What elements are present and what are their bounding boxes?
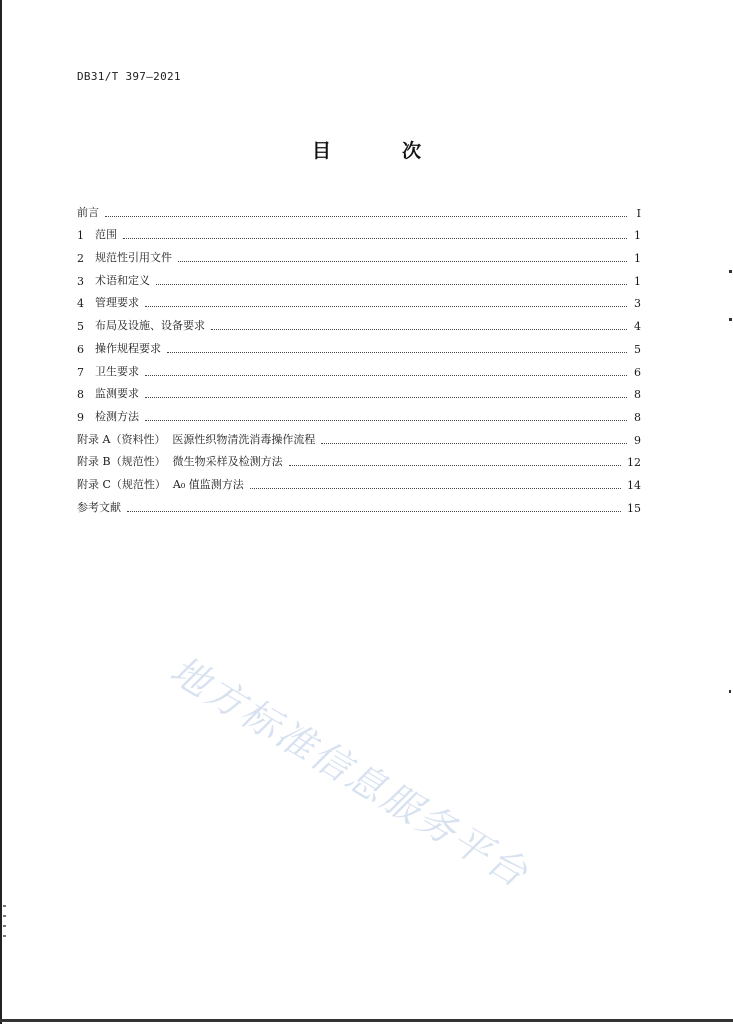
- toc-entry-label: 附录 C（规范性） A₀ 值监测方法: [77, 477, 244, 491]
- toc-leader-dots: [321, 442, 627, 444]
- toc-entry-number: 4: [77, 297, 84, 311]
- toc-entry-scope[interactable]: [77, 220, 641, 243]
- toc-entry-page: 1: [634, 252, 641, 266]
- toc-entry-appendix-c[interactable]: [77, 469, 641, 492]
- toc-entry-page: 6: [634, 365, 641, 379]
- watermark-text: 地方标准信息服务平台: [162, 647, 537, 897]
- scan-tick: [3, 935, 6, 937]
- toc-entry-page: 12: [627, 456, 641, 470]
- toc-entry-page: 8: [634, 410, 641, 424]
- toc-entry-number: 6: [77, 342, 84, 356]
- scan-speck: [729, 270, 732, 273]
- toc-leader-dots: [289, 464, 621, 466]
- table-of-contents: [77, 197, 641, 515]
- standard-code: DB31/T 397—2021: [77, 70, 181, 83]
- toc-entry-page: 1: [634, 274, 641, 288]
- toc-leader-dots: [145, 374, 627, 376]
- toc-entry-number: 1: [77, 229, 84, 243]
- toc-leader-dots: [145, 396, 627, 398]
- toc-entry-number: 5: [77, 320, 84, 334]
- page-bottom-edge: [0, 1019, 733, 1022]
- scan-speck: [729, 318, 732, 321]
- toc-entry-label: 术语和定义: [95, 273, 150, 287]
- toc-entry-number: 8: [77, 388, 84, 402]
- toc-leader-dots: [145, 305, 627, 307]
- toc-entry-label: 范围: [95, 228, 117, 242]
- toc-leader-dots: [123, 237, 627, 239]
- toc-entry-layout-facilities[interactable]: [77, 310, 641, 333]
- toc-leader-dots: [105, 215, 627, 217]
- toc-entry-monitoring[interactable]: [77, 379, 641, 402]
- toc-entry-number: 3: [77, 274, 84, 288]
- toc-entry-page: 5: [634, 342, 641, 356]
- toc-entry-page: Ⅰ: [636, 206, 641, 220]
- toc-entry-appendix-a[interactable]: [77, 424, 641, 447]
- toc-entry-terms[interactable]: [77, 265, 641, 288]
- toc-entry-foreword[interactable]: [77, 197, 641, 220]
- toc-entry-number: 9: [77, 410, 84, 424]
- scan-tick: [3, 925, 6, 927]
- toc-entry-label: 参考文献: [77, 500, 121, 514]
- toc-entry-management[interactable]: [77, 288, 641, 311]
- toc-entry-test-methods[interactable]: [77, 401, 641, 424]
- toc-entry-hygiene[interactable]: [77, 356, 641, 379]
- toc-entry-page: 4: [634, 320, 641, 334]
- toc-entry-label: 附录 A（资料性） 医源性织物清洗消毒操作流程: [77, 432, 316, 446]
- toc-entry-bibliography[interactable]: [77, 492, 641, 515]
- toc-leader-dots: [211, 328, 627, 330]
- toc-leader-dots: [145, 419, 627, 421]
- toc-entry-appendix-b[interactable]: [77, 447, 641, 470]
- toc-entry-label: 规范性引用文件: [95, 251, 172, 265]
- toc-entry-label: 监测要求: [95, 387, 139, 401]
- scan-speck: [729, 690, 731, 693]
- toc-leader-dots: [167, 351, 627, 353]
- toc-entry-page: 1: [634, 229, 641, 243]
- toc-entry-label: 布局及设施、设备要求: [95, 319, 205, 333]
- scan-tick: [3, 915, 6, 917]
- toc-entry-number: 2: [77, 252, 84, 266]
- toc-entry-page: 15: [627, 501, 641, 515]
- toc-entry-label: 检测方法: [95, 409, 139, 423]
- toc-entry-label: 附录 B（规范性） 微生物采样及检测方法: [77, 455, 283, 469]
- toc-entry-label: 操作规程要求: [95, 341, 161, 355]
- toc-entry-label: 管理要求: [95, 296, 139, 310]
- toc-entry-label: 前言: [77, 205, 99, 219]
- toc-entry-number: 7: [77, 365, 84, 379]
- toc-entry-page: 9: [634, 433, 641, 447]
- toc-leader-dots: [127, 510, 621, 512]
- toc-entry-label: 卫生要求: [95, 364, 139, 378]
- scan-tick: [3, 905, 6, 907]
- toc-entry-normative-references[interactable]: [77, 242, 641, 265]
- toc-entry-page: 14: [627, 478, 641, 492]
- toc-entry-operating-procedures[interactable]: [77, 333, 641, 356]
- toc-leader-dots: [178, 260, 627, 262]
- toc-leader-dots: [250, 487, 621, 489]
- toc-entry-page: 8: [634, 388, 641, 402]
- toc-leader-dots: [156, 283, 627, 285]
- toc-entry-page: 3: [634, 297, 641, 311]
- page-title: 目 次: [311, 140, 447, 162]
